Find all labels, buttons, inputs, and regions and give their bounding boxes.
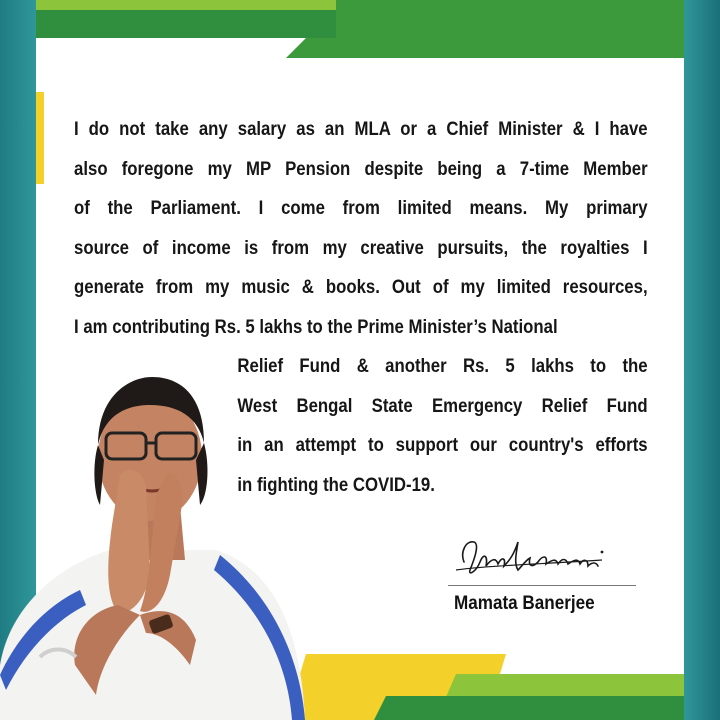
statement-line: source of income is from my creative pursuits, the royalties I — [74, 236, 648, 259]
statement-line: Relief Fund & another Rs. 5 lakhs to the — [237, 355, 648, 377]
statement-line: West Bengal State Emergency Relief Fund — [237, 394, 648, 417]
statement-line: in an attempt to support our country's efforts — [237, 434, 648, 456]
statement-line: I do not take any salary as an MLA or a Chief Minister & I have — [74, 118, 648, 140]
statement-line: of the Parliament. I come from limited means. My primary — [74, 197, 648, 219]
top-green-banner — [36, 0, 684, 58]
portrait-photo — [0, 365, 320, 720]
statement-line: generate from my music & books. Out of my limited resources, — [74, 276, 648, 298]
signature-line — [448, 585, 636, 586]
signatory-name: Mamata Banerjee — [454, 593, 595, 614]
handwritten-signature — [452, 532, 632, 584]
statement-line: also foregone my MP Pension despite being a 7-time Member — [74, 157, 648, 180]
yellow-accent-tab — [36, 92, 44, 184]
statement-line: in fighting the COVID-19. — [237, 473, 435, 496]
right-teal-border — [684, 0, 720, 720]
statement-line: I am contributing Rs. 5 lakhs to the Prime Minister’s National — [74, 315, 558, 338]
